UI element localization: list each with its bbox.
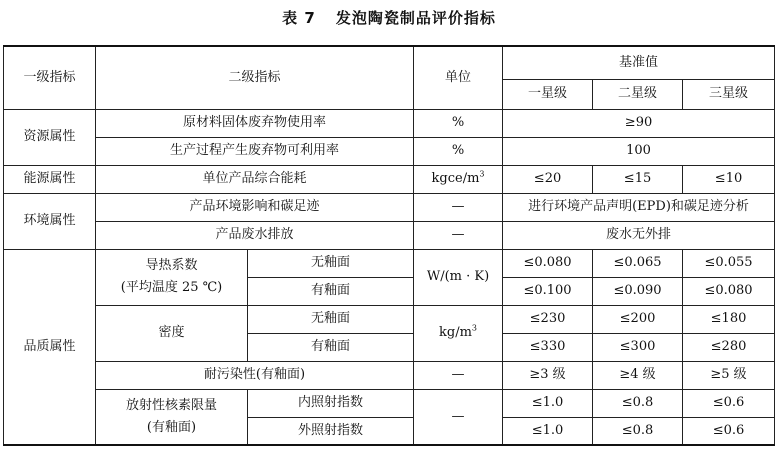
header-star2: 二星级 [593,79,683,109]
value: ≤1.0 [503,417,593,445]
radiation-label-line1: 放射性核素限量 [125,397,217,413]
indicator: 产品废水排放 [96,221,414,249]
sub-indicator: 外照射指数 [248,417,414,445]
indicator: 耐污染性(有釉面) [96,361,414,389]
thermal-label-line2: (平均温度 25 ℃) [120,280,223,295]
caption-text: 发泡陶瓷制品评价指标 [335,8,496,27]
unit: % [414,109,503,137]
indicator: 原材料固体废弃物使用率 [96,109,414,137]
indicator: 产品环境影响和碳足迹 [96,193,414,221]
sub-indicator: 有釉面 [248,333,414,361]
unit-sup: 3 [479,169,485,179]
value: ≤0.6 [683,389,775,417]
radiation-label [96,389,248,445]
environment-category: 环境属性 [4,193,96,249]
value: 进行环境产品声明(EPD)和碳足迹分析 [503,193,775,221]
value: ≤10 [683,165,775,193]
value: ≤0.065 [593,249,683,277]
value: ≤0.8 [593,389,683,417]
header-baseline: 基准值 [503,46,775,79]
unit-sup: 3 [471,323,478,333]
value: ≤200 [593,305,683,333]
quality-category: 品质属性 [4,249,96,445]
indicator: 生产过程产生废弃物可利用率 [96,137,414,165]
value: ≤20 [503,165,593,193]
energy-category: 能源属性 [4,165,96,193]
header-star1: 一星级 [503,79,593,109]
unit: — [414,193,503,221]
unit: — [414,221,503,249]
header-unit: 单位 [414,46,503,109]
value: ≤230 [503,305,593,333]
evaluation-table [3,45,775,446]
table-row [4,361,775,389]
sub-indicator: 无釉面 [248,305,414,333]
value: ≤0.080 [683,277,775,305]
unit: % [414,137,503,165]
thermal-label-line1: 导热系数 [145,258,198,273]
header-row [4,46,775,79]
header-level1: 一级指标 [4,46,96,109]
value: ≤1.0 [503,389,593,417]
value: ≥3 级 [503,361,593,389]
indicator: 单位产品综合能耗 [96,165,414,193]
header-level2: 二级指标 [96,46,414,109]
caption-prefix: 表 7 [282,8,316,27]
table-row [4,193,775,221]
table-row [4,109,775,137]
value: ≥4 级 [593,361,683,389]
table-row [4,389,775,417]
table-row [4,249,775,277]
unit-base: kg/m [439,325,472,340]
sub-indicator: 无釉面 [248,249,414,277]
value: ≤0.090 [593,277,683,305]
table-row [4,165,775,193]
table-row [4,305,775,333]
radiation-label-line2: (有釉面) [146,419,197,435]
value: 废水无外排 [503,221,775,249]
table-row [4,137,775,165]
unit: — [414,361,503,389]
value: ≤0.080 [503,249,593,277]
value: ≥5 级 [683,361,775,389]
table-row [4,221,775,249]
unit: W/(m · K) [414,249,503,305]
table-caption [0,0,778,34]
density-label: 密度 [96,305,248,361]
unit [414,305,503,361]
value: ≤0.100 [503,277,593,305]
value: ≤0.8 [593,417,683,445]
sub-indicator: 有釉面 [248,277,414,305]
value: ≤180 [683,305,775,333]
value: ≥90 [503,109,775,137]
sub-indicator: 内照射指数 [248,389,414,417]
value: ≤0.055 [683,249,775,277]
value: ≤330 [503,333,593,361]
value: ≤0.6 [683,417,775,445]
thermal-label [96,249,248,305]
unit-base: kgce/m [431,171,480,186]
value: ≤280 [683,333,775,361]
header-star3: 三星级 [683,79,775,109]
value: ≤300 [593,333,683,361]
value: 100 [503,137,775,165]
unit: — [414,389,503,445]
resource-category: 资源属性 [4,109,96,165]
unit [414,165,503,193]
value: ≤15 [593,165,683,193]
